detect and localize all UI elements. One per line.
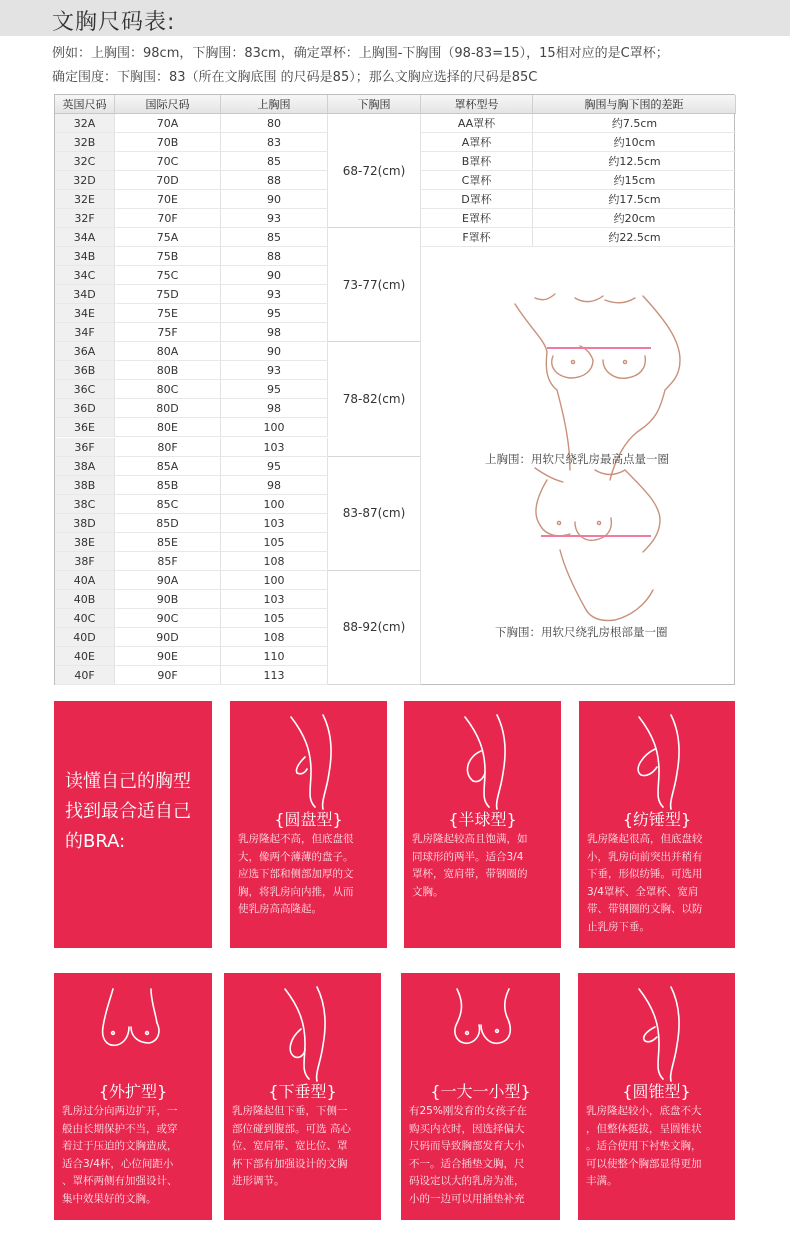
bust-cell: 95 — [221, 304, 328, 323]
uk-size-cell: 36D — [55, 399, 115, 418]
shape-description-line: 乳房隆起较高且饱满，如 — [412, 833, 528, 845]
intl-size-cell: 75D — [115, 285, 221, 304]
bust-difference-cell: 约20cm — [533, 209, 736, 228]
shape-title: {外扩型} — [98, 1082, 168, 1101]
bust-cell: 93 — [221, 209, 328, 228]
bust-difference-cell: 约15cm — [533, 171, 736, 190]
uk-size-cell: 32B — [55, 133, 115, 152]
shape-description-line: 文胸。 — [412, 885, 444, 898]
intl-size-cell: 85A — [115, 457, 221, 476]
uk-size-cell: 34D — [55, 285, 115, 304]
cup-type-cell: B罩杯 — [421, 152, 533, 171]
underbust-group-cell: 83-87(cm) — [328, 457, 421, 571]
uk-size-cell: 36B — [55, 361, 115, 380]
underbust-group-cell: 78-82(cm) — [328, 342, 421, 456]
intl-size-cell: 85D — [115, 514, 221, 533]
intro-card-line: 的BRA: — [65, 831, 126, 852]
uk-size-cell: 36F — [55, 438, 115, 457]
shape-description-line: 。适合使用下衬垫文胸， — [586, 1140, 702, 1152]
bust-measure-caption: 上胸围：用软尺绕乳房最高点量一圈 — [485, 452, 669, 466]
shape-card — [404, 701, 561, 948]
bust-cell: 90 — [221, 342, 328, 361]
bust-cell: 90 — [221, 190, 328, 209]
uneven-breast-icon — [443, 983, 519, 1083]
bust-cell: 98 — [221, 476, 328, 495]
shape-description-line: 可以使整个胸部显得更加 — [586, 1157, 702, 1170]
uk-size-cell: 38E — [55, 533, 115, 552]
intl-size-cell: 85F — [115, 552, 221, 571]
shape-card — [579, 701, 735, 948]
intl-size-cell: 90E — [115, 647, 221, 666]
bust-cell: 113 — [221, 666, 328, 685]
bust-cell: 83 — [221, 133, 328, 152]
uk-size-cell: 34A — [55, 228, 115, 247]
intl-size-cell: 85C — [115, 495, 221, 514]
shape-description-line: 部位碰到腹部。可选 高心 — [232, 1122, 351, 1135]
bust-cell: 108 — [221, 628, 328, 647]
intl-size-cell: 80A — [115, 342, 221, 361]
bust-difference-cell: 约22.5cm — [533, 228, 736, 247]
intl-size-cell: 70C — [115, 152, 221, 171]
spindle-breast-icon — [619, 711, 695, 811]
intl-size-cell: 70F — [115, 209, 221, 228]
bust-cell: 108 — [221, 552, 328, 571]
intl-size-cell: 90A — [115, 571, 221, 590]
intl-size-cell: 70B — [115, 133, 221, 152]
bust-cell: 85 — [221, 228, 328, 247]
shape-description-line: 下垂，形似纺锤。可选用 — [587, 868, 703, 880]
size-chart-table — [54, 94, 735, 685]
shape-description-line: 不一。适合插垫文胸，尺 — [409, 1157, 525, 1170]
underbust-group-cell: 68-72(cm) — [328, 114, 421, 228]
shape-title: {圆锥型} — [622, 1082, 691, 1101]
intl-size-cell: 80C — [115, 380, 221, 399]
uk-size-cell: 38C — [55, 495, 115, 514]
shape-description-line: ，但整体挺拔，呈圆锥状 — [586, 1122, 702, 1135]
bust-cell: 105 — [221, 609, 328, 628]
shape-description-line: 乳房隆起不高，但底盘很 — [238, 833, 354, 845]
intl-size-cell: 75C — [115, 266, 221, 285]
bust-difference-cell: 约7.5cm — [533, 114, 736, 133]
intl-size-cell: 75A — [115, 228, 221, 247]
uk-size-cell: 34C — [55, 266, 115, 285]
shape-description-line: 同球形的两半。适合3/4 — [412, 850, 524, 863]
intro-card — [54, 701, 212, 948]
shape-description-line: 、罩杯两侧有加强设计、 — [62, 1175, 178, 1187]
cup-type-cell: A罩杯 — [421, 133, 533, 152]
bust-cell: 93 — [221, 285, 328, 304]
shape-description — [232, 1103, 351, 1191]
hemisphere-breast-icon — [445, 711, 521, 811]
table-header-cell: 罩杯型号 — [421, 95, 533, 114]
uk-size-cell: 40F — [55, 666, 115, 685]
intl-size-cell: 90B — [115, 590, 221, 609]
intro-card-text — [65, 767, 191, 857]
shape-title: {半球型} — [448, 810, 517, 829]
shape-description-line: 乳房过分向两边扩开，一 — [62, 1105, 178, 1117]
shape-description-line: 乳房隆起较小，底盘不大 — [586, 1105, 702, 1117]
shape-description-line: 3/4罩杯、全罩杯、宽肩 — [587, 885, 699, 898]
shape-description-line: 购买内衣时，因选择偏大 — [409, 1122, 525, 1135]
cup-type-cell: F罩杯 — [421, 228, 533, 247]
uk-size-cell: 38B — [55, 476, 115, 495]
bust-cell: 95 — [221, 380, 328, 399]
intl-size-cell: 75B — [115, 247, 221, 266]
bust-cell: 88 — [221, 171, 328, 190]
intl-size-cell: 80E — [115, 418, 221, 437]
uk-size-cell: 38D — [55, 514, 115, 533]
shape-description — [62, 1103, 178, 1208]
intl-size-cell: 80B — [115, 361, 221, 380]
underbust-group-cell: 88-92(cm) — [328, 571, 421, 685]
uk-size-cell: 34B — [55, 247, 115, 266]
bust-cell: 105 — [221, 533, 328, 552]
underbust-group-cell: 73-77(cm) — [328, 228, 421, 342]
bust-cell: 85 — [221, 152, 328, 171]
shape-title: {下垂型} — [268, 1082, 337, 1101]
shape-description-line: 丰满。 — [586, 1175, 618, 1187]
shape-description-line: 乳房隆起但下垂，下侧一 — [232, 1105, 348, 1117]
shape-description-line: 乳房隆起很高，但底盘较 — [587, 833, 703, 845]
shape-description — [412, 831, 528, 901]
intl-size-cell: 70D — [115, 171, 221, 190]
shape-card — [578, 973, 735, 1220]
intl-size-cell: 85B — [115, 476, 221, 495]
uk-size-cell: 40E — [55, 647, 115, 666]
uk-size-cell: 32E — [55, 190, 115, 209]
shape-description-line: 集中效果好的文胸。 — [62, 1192, 157, 1205]
shape-description-line: 应选下部和侧部加厚的文 — [238, 868, 354, 880]
intl-size-cell: 80F — [115, 438, 221, 457]
cup-type-cell: D罩杯 — [421, 190, 533, 209]
shape-description-line: 适合3/4杯，心位间距小 — [62, 1157, 174, 1170]
shape-card — [401, 973, 560, 1220]
intl-size-cell: 90D — [115, 628, 221, 647]
shape-description-line: 大，像两个薄薄的盘子。 — [238, 850, 354, 863]
shape-description-line: 罩杯，宽肩带，带钢圈的 — [412, 868, 528, 880]
intro-example-line: 例如：上胸围：98cm，下胸围：83cm，确定罩杯：上胸围-下胸围（98-83=15），15相对应的是C罩杯； — [52, 46, 669, 61]
shape-description-line: 使乳房高高隆起。 — [238, 903, 322, 915]
shape-description-line: 着过于压迫的文胸造成， — [62, 1140, 178, 1152]
shape-description-line: 小，乳房向前突出并稍有 — [587, 850, 703, 863]
uk-size-cell: 40D — [55, 628, 115, 647]
intl-size-cell: 75F — [115, 323, 221, 342]
uk-size-cell: 34F — [55, 323, 115, 342]
uk-size-cell: 40A — [55, 571, 115, 590]
uk-size-cell: 40B — [55, 590, 115, 609]
uk-size-cell: 36A — [55, 342, 115, 361]
shape-description-line: 小的一边可以用插垫补充 — [409, 1192, 525, 1205]
uk-size-cell: 34E — [55, 304, 115, 323]
uk-size-cell: 36C — [55, 380, 115, 399]
intl-size-cell: 75E — [115, 304, 221, 323]
shape-description-line: 止乳房下垂。 — [587, 920, 650, 933]
uk-size-cell: 32C — [55, 152, 115, 171]
bust-cell: 98 — [221, 323, 328, 342]
uk-size-cell: 40C — [55, 609, 115, 628]
table-header-cell: 上胸围 — [221, 95, 328, 114]
bust-difference-cell: 约10cm — [533, 133, 736, 152]
bust-cell: 103 — [221, 590, 328, 609]
bust-cell: 93 — [221, 361, 328, 380]
bust-cell: 110 — [221, 647, 328, 666]
shape-card — [230, 701, 387, 948]
intro-card-line: 找到最合适自己 — [65, 801, 191, 822]
bust-cell: 95 — [221, 457, 328, 476]
uk-size-cell: 32D — [55, 171, 115, 190]
shape-title: {一大一小型} — [430, 1082, 531, 1101]
bust-cell: 103 — [221, 438, 328, 457]
disc-breast-icon — [271, 711, 347, 811]
table-header-cell: 胸围与胸下围的差距 — [533, 95, 736, 114]
table-header-cell: 下胸围 — [328, 95, 421, 114]
shape-description-line: 带、带钢圈的文胸、以防 — [587, 903, 703, 915]
conical-breast-icon — [619, 983, 695, 1083]
bust-cell: 100 — [221, 571, 328, 590]
bust-difference-cell: 约17.5cm — [533, 190, 736, 209]
uk-size-cell: 36E — [55, 418, 115, 437]
bust-difference-cell: 约12.5cm — [533, 152, 736, 171]
intl-size-cell: 70E — [115, 190, 221, 209]
body-figure-lower — [535, 468, 660, 621]
bust-cell: 98 — [221, 399, 328, 418]
intl-size-cell: 90C — [115, 609, 221, 628]
cup-type-cell: C罩杯 — [421, 171, 533, 190]
page-title: 文胸尺码表: — [52, 10, 176, 35]
splayed-breast-icon — [95, 983, 171, 1083]
shape-description — [238, 831, 354, 919]
shape-description-line: 般由长期保护不当，或穿 — [62, 1122, 178, 1135]
table-header-cell: 国际尺码 — [115, 95, 221, 114]
shape-title: {圆盘型} — [274, 810, 343, 829]
intro-card-line: 读懂自己的胸型 — [65, 771, 191, 792]
intl-size-cell: 70A — [115, 114, 221, 133]
shape-title: {纺锤型} — [622, 810, 692, 829]
bust-cell: 88 — [221, 247, 328, 266]
shape-description-line: 胸，将乳房向内推，从而 — [238, 885, 354, 898]
uk-size-cell: 38F — [55, 552, 115, 571]
bust-cell: 90 — [221, 266, 328, 285]
shape-description-line: 位、宽肩带、宽比位、罩 — [232, 1140, 348, 1152]
shape-description — [587, 831, 703, 936]
shape-description-line: 码设定以大的乳房为准， — [409, 1175, 525, 1187]
intl-size-cell: 90F — [115, 666, 221, 685]
table-header-cell: 英国尺码 — [55, 95, 115, 114]
uk-size-cell: 38A — [55, 457, 115, 476]
bust-cell: 100 — [221, 418, 328, 437]
cup-type-cell: AA罩杯 — [421, 114, 533, 133]
uk-size-cell: 32A — [55, 114, 115, 133]
bust-cell: 100 — [221, 495, 328, 514]
shape-card — [54, 973, 212, 1220]
shape-description-line: 有25%刚发育的女孩子在 — [409, 1105, 527, 1117]
intro-size-line: 确定围度：下胸围：83（所在文胸底围 的尺码是85）；那么文胸应选择的尺码是85C — [52, 70, 538, 85]
shape-description-line: 进形调节。 — [232, 1175, 285, 1187]
cup-type-cell: E罩杯 — [421, 209, 533, 228]
sagging-breast-icon — [265, 983, 341, 1083]
uk-size-cell: 32F — [55, 209, 115, 228]
underbust-measure-caption: 下胸围：用软尺绕乳房根部量一圈 — [495, 625, 668, 639]
shape-description — [586, 1103, 702, 1191]
shape-description — [409, 1103, 527, 1208]
bust-cell: 80 — [221, 114, 328, 133]
shape-description-line: 尺码而导致胸部发育大小 — [409, 1140, 525, 1152]
intl-size-cell: 80D — [115, 399, 221, 418]
bust-cell: 103 — [221, 514, 328, 533]
intl-size-cell: 85E — [115, 533, 221, 552]
shape-description-line: 杯下部有加强设计的文胸 — [232, 1157, 348, 1170]
title-bar — [0, 0, 790, 36]
shape-card — [224, 973, 381, 1220]
